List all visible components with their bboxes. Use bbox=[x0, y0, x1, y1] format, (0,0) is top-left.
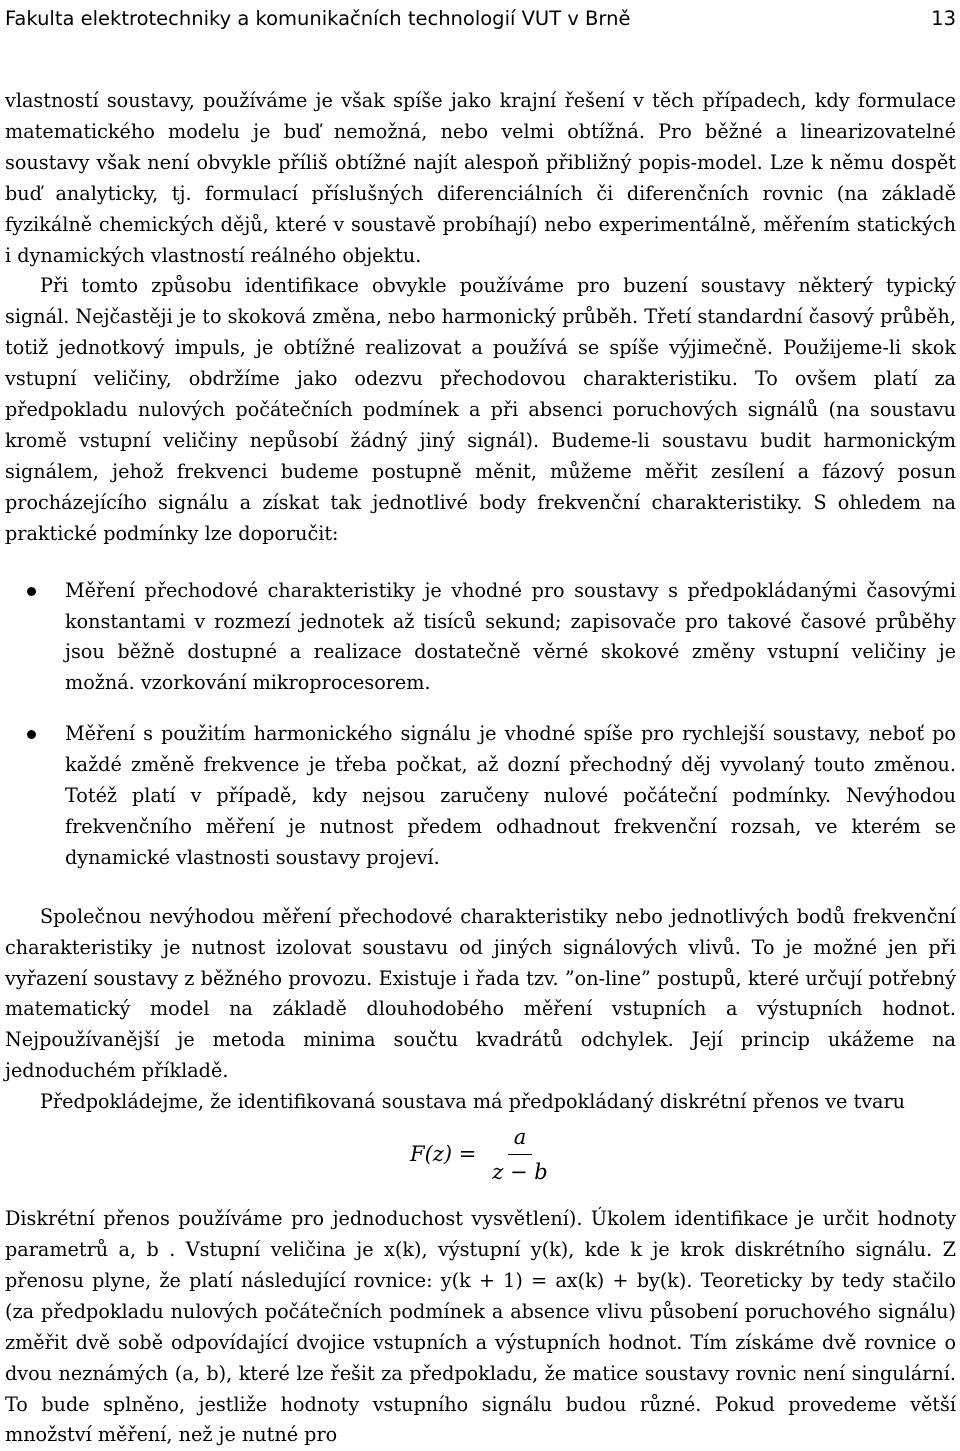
paragraph-5: Diskrétní přenos používáme pro jednoduchost vysvětlení). Úkolem identifikace je určit hodnoty parametrů a, b . Vstupní veličina je x(k), výstupní y(k), kde k je krok diskrétního signálu. Z přenosu plyne, že platí následující rovnice: y(k + 1) = ax(k) + by(k). Teoreticky by tedy stačilo (za předpokladu nulových počátečních podmínek a absence vlivu působení poruchového signálu) změřit dvě sobě odpovídající dvojice vstupních a výstupních hodnot. Tím získáme dvě rovnice o dvou neznámých (a, b), které lze řešit za předpokladu, že matice soustavy rovnic není singulární. To bude splněno, jestliže hodnoty vstupního signálu budou různé. Pokud provedeme větší množství měření, než je nutné pro bbox=[5, 1207, 956, 1447]
paragraph-1: vlastností soustavy, používáme je však spíše jako krajní řešení v těch případech, kdy formulace matematického modelu je buď nemožná, nebo velmi obtížná. Pro běžné a linearizovatelné soustavy však není obvykle příliš obtížné najít alespoň přibližný popis-model. Lze k němu dospět buď analyticky, tj. formulací příslušných diferenciálních či diferenčních rovnic (na základě fyzikálně chemických dějů, které v soustavě probíhají) nebo experimentálně, měřením statických i dynamických vlastností reálného objektu. bbox=[5, 89, 956, 267]
header-title: Fakulta elektrotechniky a komunikačních technologií VUT v Brně bbox=[5, 7, 631, 30]
paragraph-3: Společnou nevýhodou měření přechodové charakteristiky nebo jednotlivých bodů frekvenční charakteristiky je nutnost izolovat soustavu od jiných signálových vlivů. To je možné jen při vyřazení soustavy z běžného provozu. Existuje i řada tzv. ”on-line” postupů, které určují potřebný matematický model na základě dlouhodobého měření vstupních a výstupních hodnot. Nejpoužívanější je metoda minima součtu kvadrátů odchylek. Její princip ukážeme na jednoduchém příkladě. bbox=[5, 904, 956, 1083]
transfer-function-equation bbox=[5, 1118, 956, 1204]
equation-lhs: F(z) = bbox=[410, 1142, 477, 1167]
paragraph-2: Při tomto způsobu identifikace obvykle používáme pro buzení soustavy některý typický signál. Nejčastěji je to skoková změna, nebo harmonický průběh. Třetí standardní časový průběh, totiž jednotkový impuls, je obtížné realizovat a používá se spíše výjimečně. Použijeme-li skok vstupní veličiny, obdržíme jako odezvu přechodovou charakteristiku. To ovšem platí za předpokladu nulových počátečních podmínek a při absenci poruchových signálů (na soustavu kromě vstupní veličiny nepůsobí žádný jiný signál). Budeme-li soustavu budit harmonickým signálem, jehož frekvenci budeme postupně měnit, můžeme měřit zesílení a fázový posun procházejícího signálu a získat tak jednotlivé body frekvenční charakteristiky. S ohledem na praktické podmínky lze doporučit: bbox=[5, 274, 956, 545]
equation-numerator: a bbox=[508, 1122, 533, 1155]
list-item-text: Měření s použitím harmonického signálu je vhodné spíše pro rychlejší soustavy, neboť po každé změně frekvence je třeba počkat, až dozní přechodný děj vyvolaný touto změnou. Totéž platí v případě, kdy nejsou zaručeny nulové počáteční podmínky. Nevýhodou frekvenčního měření je nutnost předem odhadnout frekvenční rozsah, ve kterém se dynamické vlastnosti soustavy projeví. bbox=[65, 722, 956, 869]
equation-fraction bbox=[486, 1122, 553, 1187]
equation-denominator: z − b bbox=[492, 1160, 548, 1185]
page-number: 13 bbox=[931, 7, 956, 30]
page-header bbox=[5, 4, 956, 34]
list-item-text: Měření přechodové charakteristiky je vhodné pro soustavy s předpokládanými časovými konstantami v rozmezí jednotek až tisíců sekund; zapisovače pro takové časové průběhy jsou běžně dostupné a realizace dostatečně věrné skokové změny vstupní veličiny je možná. vzorkování mikroprocesorem. bbox=[65, 578, 956, 695]
bullet-icon bbox=[27, 587, 36, 596]
bullet-list bbox=[5, 576, 956, 874]
paragraph-4: Předpokládejme, že identifikovaná soustava má předpokládaný diskrétní přenos ve tvaru bbox=[40, 1090, 906, 1114]
list-item bbox=[5, 576, 956, 700]
list-item bbox=[5, 719, 956, 874]
bullet-icon bbox=[27, 730, 36, 739]
body-text bbox=[5, 86, 956, 1451]
